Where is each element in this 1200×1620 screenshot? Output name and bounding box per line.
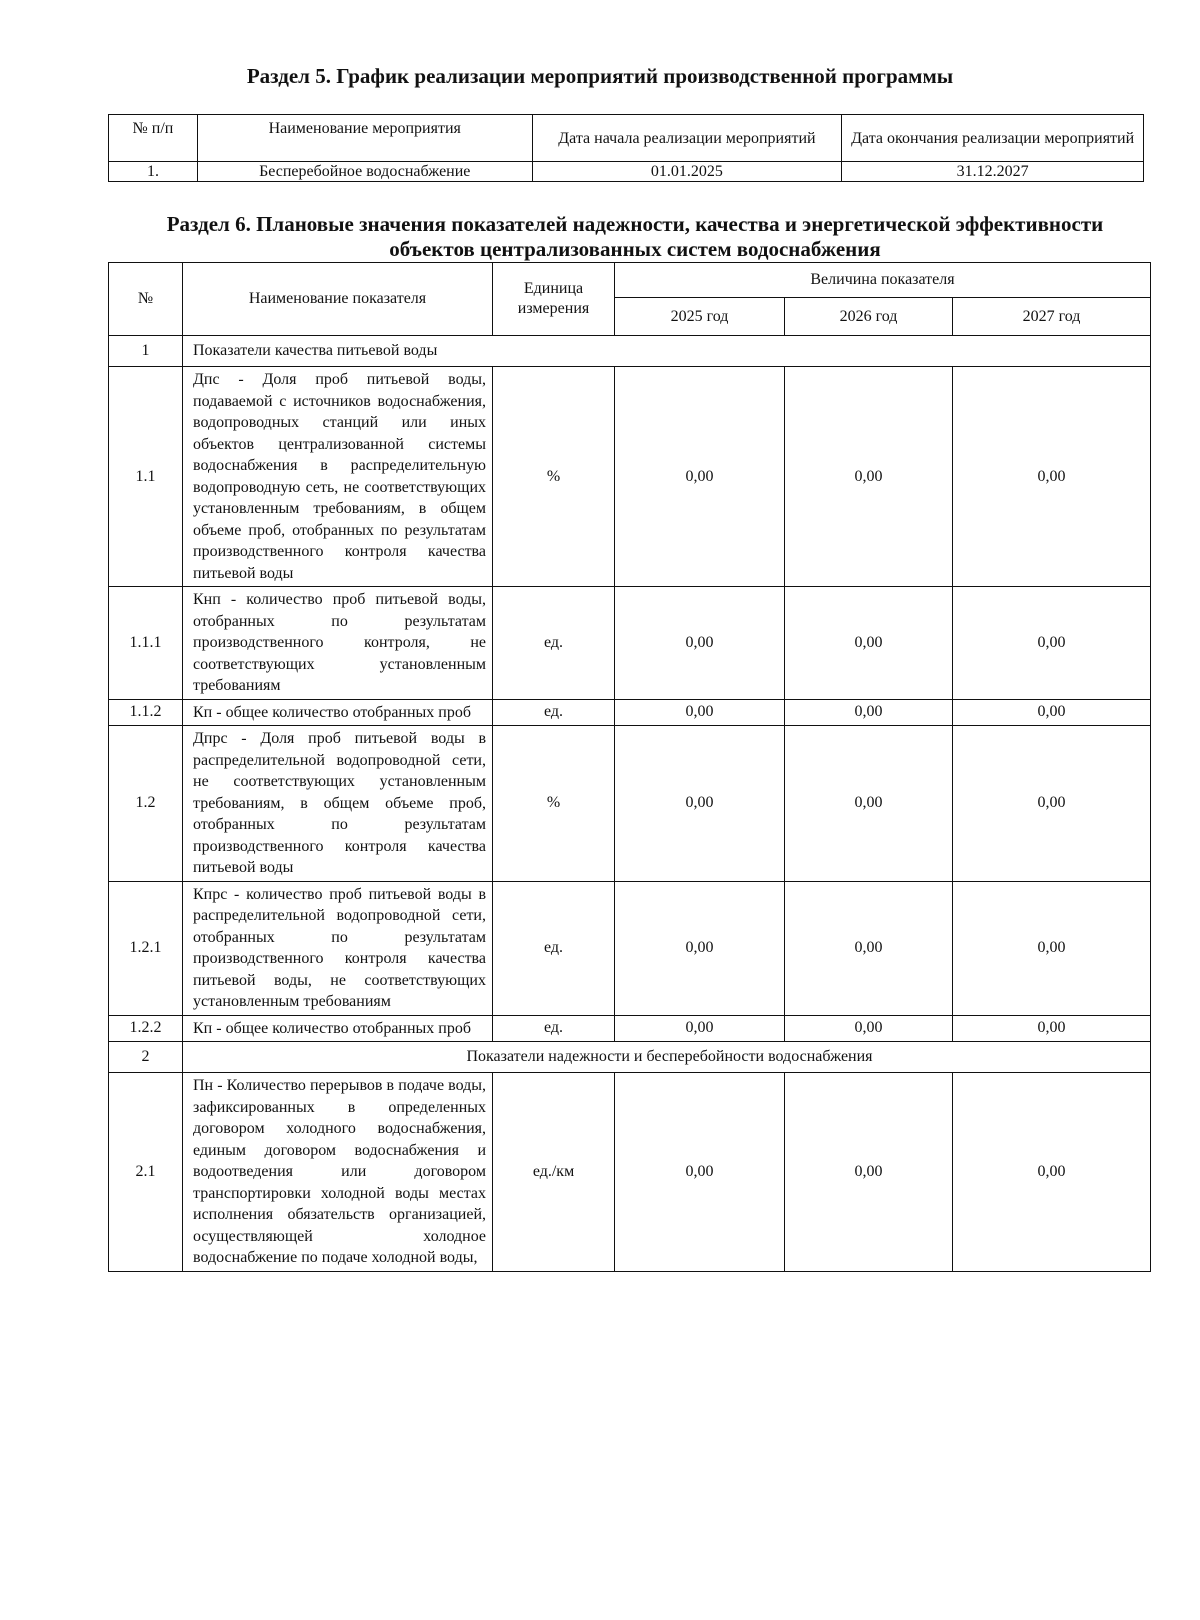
row-name: Дпрс - Доля проб питьевой воды в распределительной водопроводной сети, не соответствующих установленным требованиям, в общем объеме проб, отобранных по результатам производственного контроля качества питьевой воды bbox=[183, 726, 493, 882]
header-num: № bbox=[109, 263, 183, 336]
row-value-2027: 0,00 bbox=[953, 699, 1151, 726]
header-num: № п/п bbox=[109, 115, 198, 162]
row-value-2025: 0,00 bbox=[615, 367, 785, 587]
section-label: Показатели надежности и бесперебойности водоснабжения bbox=[183, 1042, 1151, 1073]
row-value-2027: 0,00 bbox=[953, 726, 1151, 882]
row-value-2026: 0,00 bbox=[785, 726, 953, 882]
row-num: 1.1 bbox=[109, 367, 183, 587]
row-value-2027: 0,00 bbox=[953, 587, 1151, 700]
header-year-2025: 2025 год bbox=[615, 298, 785, 336]
row-value-2025: 0,00 bbox=[615, 881, 785, 1015]
row-unit: % bbox=[493, 726, 615, 882]
row-name: Пн - Количество перерывов в подаче воды, зафиксированных в определенных договором холодного водоснабжения, единым договором водоснабжения и водоотведения или договором транспортировки холодной воды местах исполнения обязательств организацией, осуществляющей холодное водоснабжение по подаче холодной воды, bbox=[183, 1073, 493, 1272]
table-row bbox=[109, 587, 1151, 700]
implementation-schedule-table bbox=[108, 114, 1144, 182]
header-year-2026: 2026 год bbox=[785, 298, 953, 336]
row-value-2026: 0,00 bbox=[785, 367, 953, 587]
row-name: Кнп - количество проб питьевой воды, отобранных по результатам производственного контроля, не соответствующих установленным требованиям bbox=[183, 587, 493, 700]
row-value-2026: 0,00 bbox=[785, 1073, 953, 1272]
row-value-2026: 0,00 bbox=[785, 587, 953, 700]
header-year-2027: 2027 год bbox=[953, 298, 1151, 336]
section-5-title: Раздел 5. График реализации мероприятий производственной программы bbox=[246, 64, 954, 88]
row-num: 2 bbox=[109, 1042, 183, 1073]
header-value-group: Величина показателя bbox=[615, 263, 1151, 298]
row-unit: ед. bbox=[493, 881, 615, 1015]
row-value-2026: 0,00 bbox=[785, 1015, 953, 1042]
row-unit: ед. bbox=[493, 699, 615, 726]
table-row bbox=[109, 1073, 1151, 1272]
row-name: Дпс - Доля проб питьевой воды, подаваемой с источников водоснабжения, водопроводных станций или иных объектов централизованной системы водоснабжения в распределительную водопроводную сеть, не соответствующих установленным требованиям, в общем объеме проб, отобранных по результатам производственного контроля качества питьевой воды bbox=[183, 367, 493, 587]
header-unit: Единица измерения bbox=[493, 263, 615, 336]
row-num: 1 bbox=[109, 336, 183, 367]
row-num: 1.1.2 bbox=[109, 699, 183, 726]
row-value-2025: 0,00 bbox=[615, 587, 785, 700]
row-name: Кпрс - количество проб питьевой воды в распределительной водопроводной сети, отобранных по результатам производственного контроля качества питьевой воды, не соответствующих установленным требованиям bbox=[183, 881, 493, 1015]
header-name: Наименование мероприятия bbox=[197, 115, 532, 162]
row-unit: ед./км bbox=[493, 1073, 615, 1272]
table-row bbox=[109, 726, 1151, 882]
row-value-2027: 0,00 bbox=[953, 1015, 1151, 1042]
section-6-title: Раздел 6. Плановые значения показателей надежности, качества и энергетической эффективности объектов централизованных систем водоснабжения bbox=[166, 212, 1104, 262]
row-value-2027: 0,00 bbox=[953, 1073, 1151, 1272]
row-name: Кп - общее количество отобранных проб bbox=[183, 1015, 493, 1042]
row-value-2026: 0,00 bbox=[785, 699, 953, 726]
row-value-2027: 0,00 bbox=[953, 881, 1151, 1015]
row-value-2025: 0,00 bbox=[615, 699, 785, 726]
row-num: 1.2 bbox=[109, 726, 183, 882]
header-end: Дата окончания реализации мероприятий bbox=[842, 115, 1144, 162]
row-num: 1.2.2 bbox=[109, 1015, 183, 1042]
table-row bbox=[109, 1015, 1151, 1042]
row-unit: ед. bbox=[493, 587, 615, 700]
indicators-table bbox=[108, 262, 1151, 1272]
section-label: Показатели качества питьевой воды bbox=[183, 336, 1151, 367]
row-value-2027: 0,00 bbox=[953, 367, 1151, 587]
row-num: 1.2.1 bbox=[109, 881, 183, 1015]
table-row bbox=[109, 881, 1151, 1015]
table-header-row bbox=[109, 263, 1151, 298]
row-end: 31.12.2027 bbox=[842, 162, 1144, 182]
table-header-row bbox=[109, 115, 1144, 162]
row-unit: ед. bbox=[493, 1015, 615, 1042]
table-row bbox=[109, 367, 1151, 587]
row-value-2025: 0,00 bbox=[615, 1073, 785, 1272]
table-row bbox=[109, 699, 1151, 726]
section-row bbox=[109, 1042, 1151, 1073]
row-value-2025: 0,00 bbox=[615, 1015, 785, 1042]
row-unit: % bbox=[493, 367, 615, 587]
row-name: Бесперебойное водоснабжение bbox=[197, 162, 532, 182]
row-num: 1.1.1 bbox=[109, 587, 183, 700]
row-name: Кп - общее количество отобранных проб bbox=[183, 699, 493, 726]
table-row bbox=[109, 162, 1144, 182]
header-start: Дата начала реализации мероприятий bbox=[532, 115, 842, 162]
row-num: 1. bbox=[109, 162, 198, 182]
row-start: 01.01.2025 bbox=[532, 162, 842, 182]
row-num: 2.1 bbox=[109, 1073, 183, 1272]
header-name: Наименование показателя bbox=[183, 263, 493, 336]
row-value-2026: 0,00 bbox=[785, 881, 953, 1015]
section-row bbox=[109, 336, 1151, 367]
row-value-2025: 0,00 bbox=[615, 726, 785, 882]
